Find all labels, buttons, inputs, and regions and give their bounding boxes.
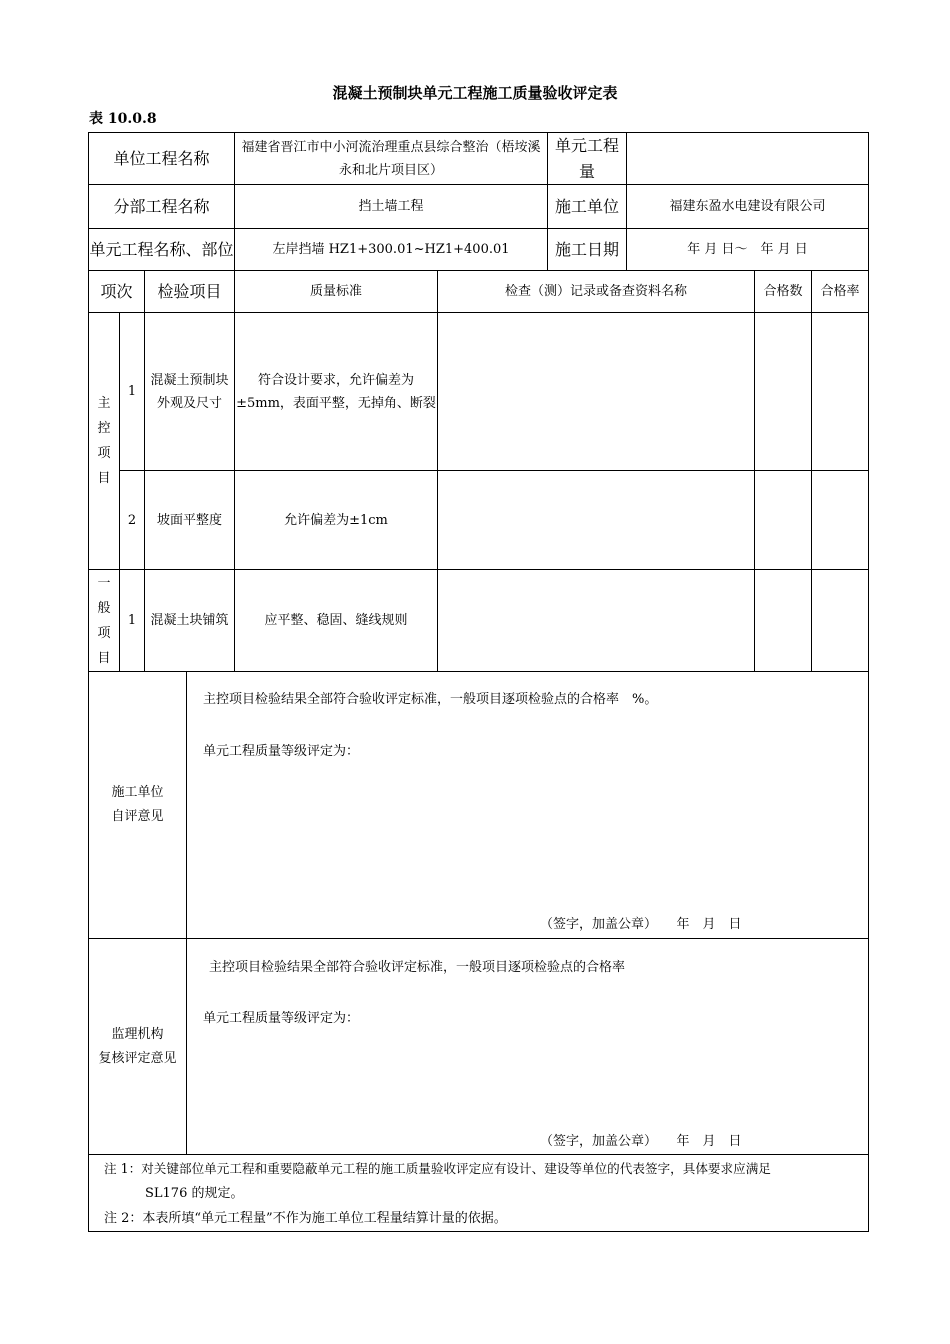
general-group-char: 项 bbox=[97, 625, 111, 641]
supervisor-eval-label-line: 复核评定意见 bbox=[98, 1050, 177, 1066]
main-group-char: 目 bbox=[97, 471, 111, 486]
general-item-1-record[interactable] bbox=[437, 569, 755, 672]
unit-project-label: 单位工程名称 bbox=[88, 132, 235, 185]
evaluation-form-table bbox=[88, 132, 869, 1232]
main-control-group-label bbox=[88, 312, 120, 570]
element-label: 单元工程名称、部位 bbox=[88, 228, 235, 271]
supervisor-eval-label-line: 监理机构 bbox=[111, 1026, 164, 1042]
col-pass-rate: 合格率 bbox=[811, 270, 869, 313]
main-item-2-pass-rate[interactable] bbox=[811, 470, 869, 570]
table-code: 表 10.0.8 bbox=[89, 111, 157, 127]
self-eval-label bbox=[88, 671, 187, 939]
general-item-1-no: 1 bbox=[119, 569, 145, 672]
main-item-2-name: 坡面平整度 bbox=[144, 470, 235, 570]
element-value: 左岸挡墙 HZ1+300.01~HZ1+400.01 bbox=[234, 228, 548, 271]
main-item-1-record[interactable] bbox=[437, 312, 755, 471]
general-item-1-pass-count[interactable] bbox=[754, 569, 812, 672]
self-eval-label-line: 自评意见 bbox=[111, 809, 164, 824]
form-title: 混凝土预制块单元工程施工质量验收评定表 bbox=[332, 84, 618, 102]
general-item-1-standard: 应平整、稳固、缝线规则 bbox=[234, 569, 438, 672]
main-item-1-standard: 符合设计要求，允许偏差为±5mm，表面平整，无掉角、断裂 bbox=[234, 312, 438, 471]
col-item-no: 项次 bbox=[88, 270, 145, 313]
division-label: 分部工程名称 bbox=[88, 184, 235, 229]
col-inspection-item: 检验项目 bbox=[144, 270, 235, 313]
supervisor-eval-label bbox=[88, 938, 187, 1155]
supervisor-eval-text-1: 主控项目检验结果全部符合验收评定标准，一般项目逐项检验点的合格率 bbox=[209, 960, 626, 975]
unit-quantity-label: 单元工程量 bbox=[547, 132, 627, 185]
contractor-value: 福建东盈水电建设有限公司 bbox=[626, 184, 869, 229]
date-value: 年 月 日～ 年 月 日 bbox=[626, 228, 869, 271]
main-item-1-no: 1 bbox=[119, 312, 145, 471]
main-item-2-record[interactable] bbox=[437, 470, 755, 570]
self-eval-text-1: 主控项目检验结果全部符合验收评定标准，一般项目逐项检验点的合格率 %。 bbox=[203, 692, 658, 707]
unit-quantity-value bbox=[626, 132, 869, 185]
self-eval-content[interactable] bbox=[186, 671, 869, 939]
main-group-char: 项 bbox=[97, 446, 111, 461]
date-label: 施工日期 bbox=[547, 228, 627, 271]
general-group-char: 般 bbox=[97, 600, 111, 616]
self-eval-signature: （签字，加盖公章） 年 月 日 bbox=[540, 917, 742, 932]
main-item-2-standard: 允许偏差为±1cm bbox=[234, 470, 438, 570]
unit-project-value: 福建省晋江市中小河流治理重点县综合整治（梧垵溪永和北片项目区） bbox=[234, 132, 548, 185]
main-item-1-pass-count[interactable] bbox=[754, 312, 812, 471]
note-2: 注 2：本表所填“单元工程量”不作为施工单位工程量结算计量的依据。 bbox=[104, 1211, 507, 1226]
general-item-1-name: 混凝土块铺筑 bbox=[144, 569, 235, 672]
self-eval-text-2: 单元工程质量等级评定为： bbox=[203, 744, 360, 759]
general-group-char: 一 bbox=[97, 575, 111, 591]
general-item-1-pass-rate[interactable] bbox=[811, 569, 869, 672]
main-item-2-no: 2 bbox=[119, 470, 145, 570]
note-1-line-2: SL176 的规定。 bbox=[145, 1186, 244, 1201]
supervisor-eval-signature: （签字，加盖公章） 年 月 日 bbox=[540, 1134, 742, 1149]
main-item-1-name: 混凝土预制块外观及尺寸 bbox=[144, 312, 235, 471]
division-value: 挡土墙工程 bbox=[234, 184, 548, 229]
col-pass-count: 合格数 bbox=[754, 270, 812, 313]
note-1-line-1: 注 1：对关键部位单元工程和重要隐蔽单元工程的施工质量验收评定应有设计、建设等单位的代表签字，具体要求应满足 bbox=[104, 1161, 771, 1176]
contractor-label: 施工单位 bbox=[547, 184, 627, 229]
general-group-char: 目 bbox=[97, 650, 111, 666]
general-group-label bbox=[88, 569, 120, 672]
main-group-char: 控 bbox=[97, 421, 111, 436]
main-group-char: 主 bbox=[97, 396, 111, 411]
main-item-1-pass-rate[interactable] bbox=[811, 312, 869, 471]
self-eval-label-line: 施工单位 bbox=[111, 785, 164, 800]
col-record: 检查（测）记录或备查资料名称 bbox=[437, 270, 755, 313]
supervisor-eval-text-2: 单元工程质量等级评定为： bbox=[203, 1011, 360, 1026]
main-item-2-pass-count[interactable] bbox=[754, 470, 812, 570]
col-standard: 质量标准 bbox=[234, 270, 438, 313]
